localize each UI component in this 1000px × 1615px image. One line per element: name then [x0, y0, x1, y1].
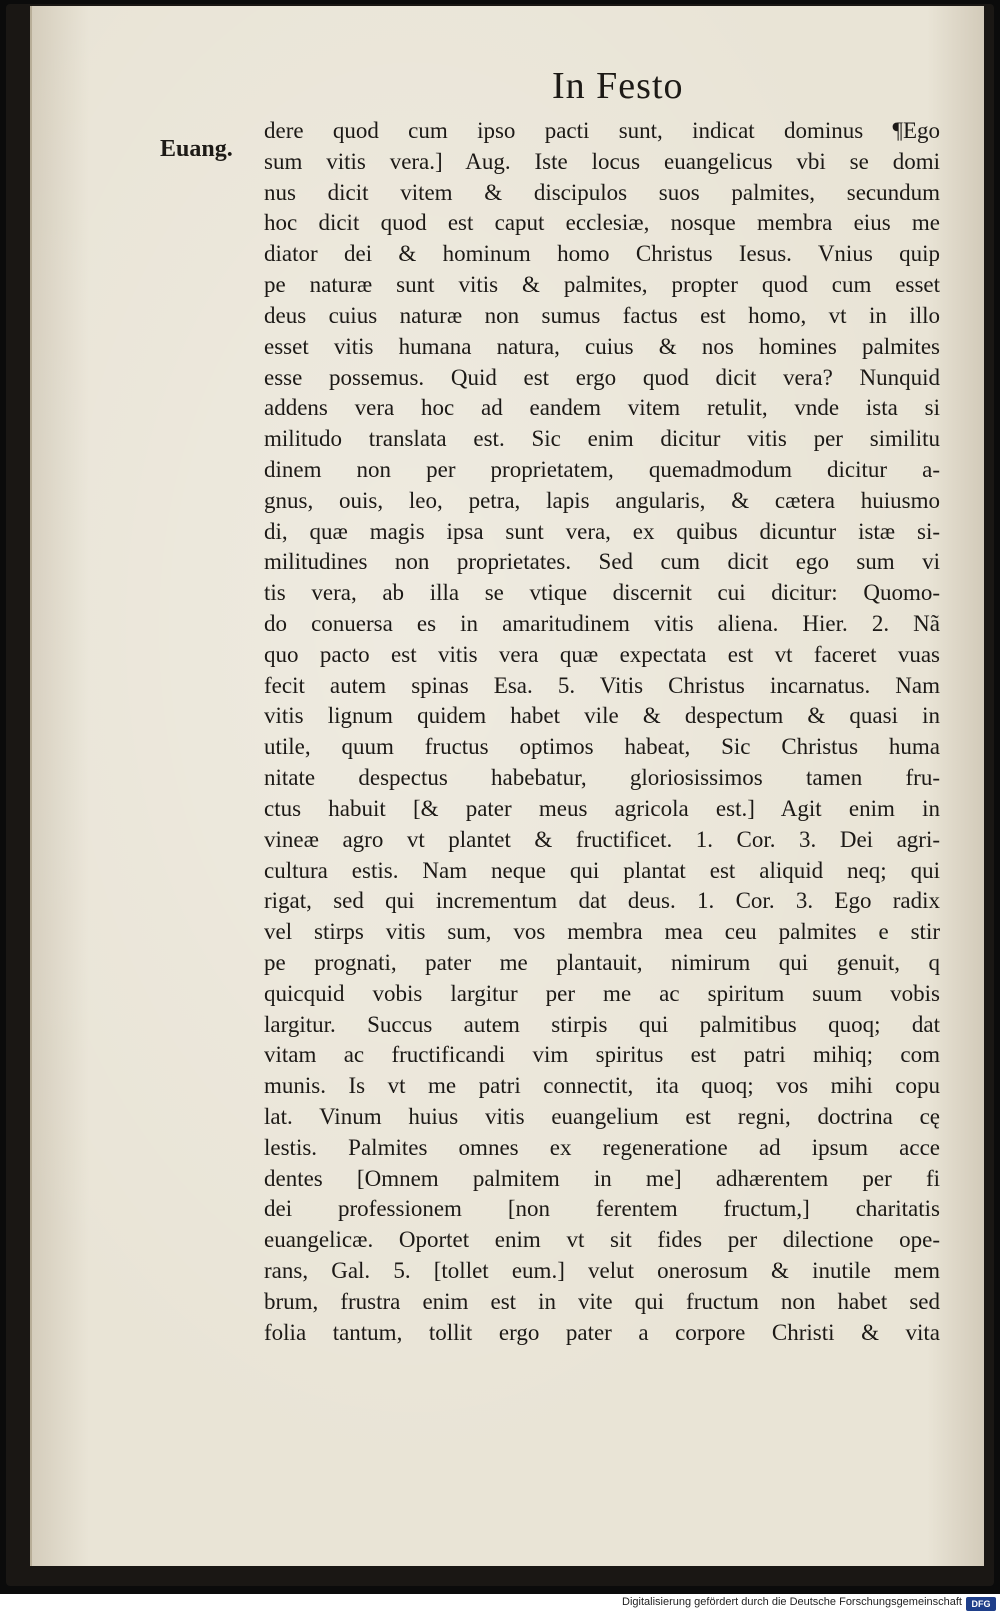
text-line: gnus, ouis, leo, petra, lapis angularis, & cætera huiusmo — [264, 487, 940, 513]
text-line: quo pacto est vitis vera quæ expectata est vt faceret vuas — [264, 641, 940, 667]
text-line: dei professionem [non ferentem fructum,] charitatis — [264, 1196, 940, 1222]
text-line: ctus habuit [& pater meus agricola est.] Agit enim in — [264, 795, 940, 821]
text-line: sum vitis vera.] Aug. Iste locus euangelicus vbi se domi — [264, 148, 940, 174]
text-line: nus dicit vitem & discipulos suos palmites, secundum — [264, 179, 940, 205]
text-line: deus cuius naturæ non sumus factus est homo, vt in illo — [264, 302, 940, 328]
scanned-page — [30, 6, 984, 1566]
text-line: munis. Is vt me patri connectit, ita quoq; vos mihi copu — [264, 1073, 940, 1099]
text-line: tis vera, ab illa se vtique discernit cui dicitur: Quomo- — [264, 580, 940, 606]
text-line: vineæ agro vt plantet & fructificet. 1. Cor. 3. Dei agri- — [264, 826, 940, 852]
text-line: pe naturæ sunt vitis & palmites, propter quod cum esset — [264, 272, 940, 298]
text-line: rigat, sed qui incrementum dat deus. 1. Cor. 3. Ego radix — [264, 888, 940, 914]
text-line: vel stirps vitis sum, vos membra mea ceu palmites e stir — [264, 919, 940, 945]
text-line: cultura estis. Nam neque qui plantat est aliquid neq; qui — [264, 857, 940, 883]
text-line: diator dei & hominum homo Christus Iesus. Vnius quip — [264, 241, 940, 267]
text-line: militudo translata est. Sic enim dicitur vitis per similitu — [264, 426, 940, 452]
funding-credit: Digitalisierung gefördert durch die Deutsche Forschungsgemeinschaft — [622, 1596, 962, 1608]
text-line: utile, quum fructus optimos habeat, Sic Christus huma — [264, 734, 940, 760]
text-line: esset vitis humana natura, cuius & nos homines palmites — [264, 333, 940, 359]
text-line: pe prognati, pater me plantauit, nimirum qui genuit, q — [264, 949, 940, 975]
text-line: dinem non per proprietatem, quemadmodum dicitur a- — [264, 456, 940, 482]
text-line: vitis lignum quidem habet vile & despectum & quasi in — [264, 703, 940, 729]
text-line: hoc dicit quod est caput ecclesiæ, nosque membra eius me — [264, 210, 940, 236]
text-line: di, quæ magis ipsa sunt vera, ex quibus dicuntur istæ si- — [264, 518, 940, 544]
text-line: folia tantum, tollit ergo pater a corpore Christi & vita — [264, 1319, 940, 1345]
dfg-logo: DFG — [966, 1597, 996, 1611]
text-line: largitur. Succus autem stirpis qui palmitibus quoq; dat — [264, 1011, 940, 1037]
text-line: quicquid vobis largitur per me ac spiritum suum vobis — [264, 980, 940, 1006]
footer-bar — [0, 1594, 1000, 1615]
running-head: In Festo — [552, 65, 684, 107]
margin-note: Euang. — [160, 136, 233, 162]
body-text — [264, 116, 940, 1349]
text-line: addens vera hoc ad eandem vitem retulit, vnde ista si — [264, 395, 940, 421]
text-line: do conuersa es in amaritudinem vitis aliena. Hier. 2. Nã — [264, 611, 940, 636]
text-line: brum, frustra enim est in vite qui fructum non habet sed — [264, 1288, 940, 1314]
text-line: lat. Vinum huius vitis euangelium est regni, doctrina cę — [264, 1104, 940, 1129]
text-line: lestis. Palmites omnes ex regeneratione ad ipsum acce — [264, 1134, 940, 1160]
text-line: esse possemus. Quid est ergo quod dicit vera? Nunquid — [264, 364, 940, 390]
text-line: rans, Gal. 5. [tollet eum.] velut onerosum & inutile mem — [264, 1258, 940, 1284]
text-line: nitate despectus habebatur, gloriosissimos tamen fru- — [264, 765, 940, 791]
text-line: vitam ac fructificandi vim spiritus est patri mihiq; com — [264, 1042, 940, 1068]
text-line: dentes [Omnem palmitem in me] adhærentem per fi — [264, 1165, 940, 1191]
text-line: euangelicæ. Oportet enim vt sit fides per dilectione ope- — [264, 1227, 940, 1253]
text-line: dere quod cum ipso pacti sunt, indicat dominus ¶Ego — [264, 118, 940, 143]
text-line: militudines non proprietates. Sed cum dicit ego sum vi — [264, 549, 940, 575]
text-line: fecit autem spinas Esa. 5. Vitis Christus incarnatus. Nam — [264, 672, 940, 698]
